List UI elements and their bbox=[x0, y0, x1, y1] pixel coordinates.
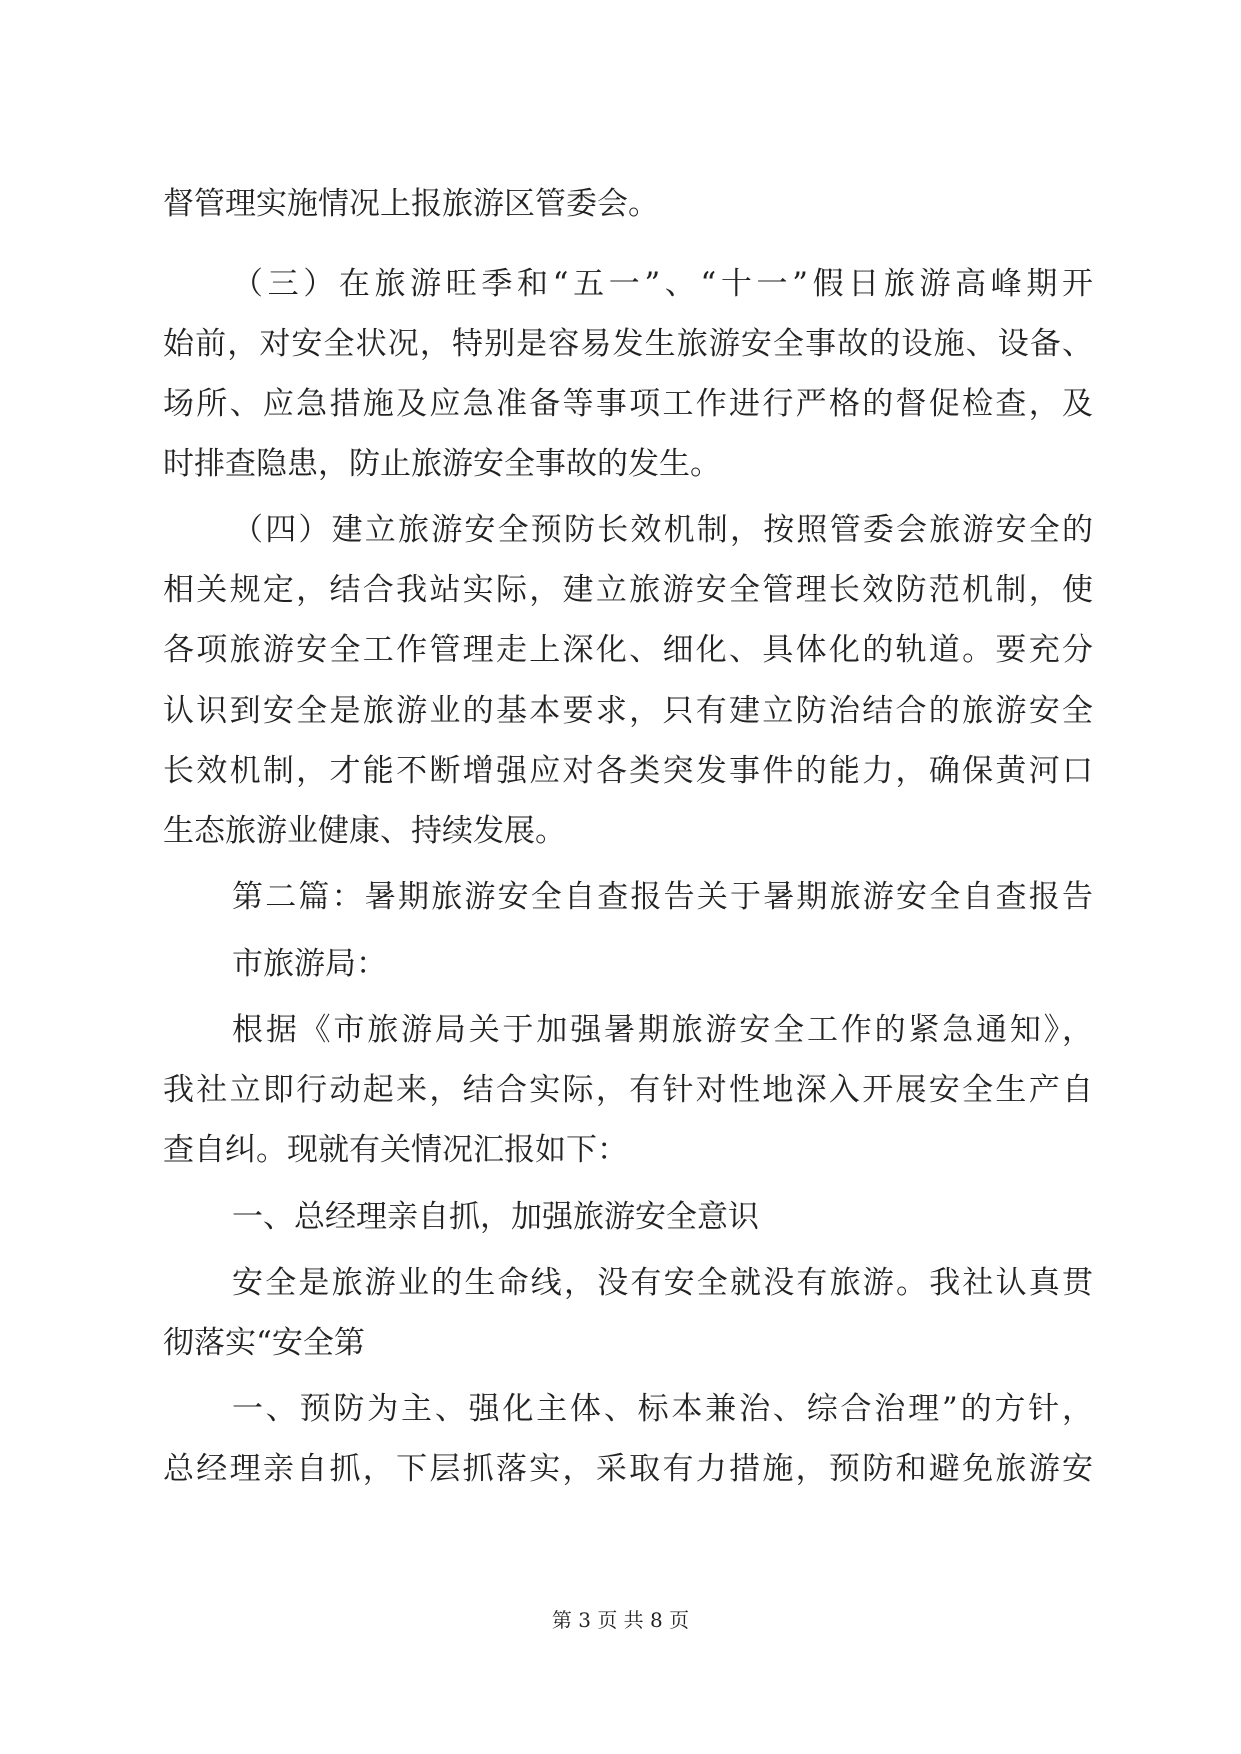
text-line: 始前，对安全状况，特别是容易发生旅游安全事故的设施、设备、 bbox=[163, 326, 1093, 362]
text-line: 生态旅游业健康、持续发展。 bbox=[163, 813, 566, 849]
text-line: 时排查隐患，防止旅游安全事故的发生。 bbox=[163, 446, 721, 482]
text-line: 各项旅游安全工作管理走上深化、细化、具体化的轨道。要充分 bbox=[163, 632, 1093, 668]
page-footer: 第 3 页 共 8 页 bbox=[551, 1608, 690, 1632]
text-line: 总经理亲自抓，下层抓落实，采取有力措施，预防和避免旅游安 bbox=[163, 1451, 1093, 1487]
text-line: 一、预防为主、强化主体、标本兼治、综合治理”的方针， bbox=[232, 1391, 1093, 1427]
text-line: 根据《市旅游局关于加强暑期旅游安全工作的紧急通知》， bbox=[232, 1012, 1093, 1048]
text-line: 第二篇：暑期旅游安全自查报告关于暑期旅游安全自查报告 bbox=[232, 879, 1093, 915]
text-line: 一、总经理亲自抓，加强旅游安全意识 bbox=[232, 1199, 759, 1235]
text-line: 彻落实“安全第 bbox=[163, 1325, 365, 1361]
text-line: （三）在旅游旺季和“五一”、“十一”假日旅游高峰期开 bbox=[232, 266, 1093, 302]
text-line: 安全是旅游业的生命线，没有安全就没有旅游。我社认真贯 bbox=[232, 1265, 1093, 1301]
text-line: 认识到安全是旅游业的基本要求，只有建立防治结合的旅游安全 bbox=[163, 693, 1093, 729]
text-line: 场所、应急措施及应急准备等事项工作进行严格的督促检查，及 bbox=[163, 386, 1093, 422]
text-line: 查自纠。现就有关情况汇报如下： bbox=[163, 1132, 628, 1168]
text-line: 相关规定，结合我站实际，建立旅游安全管理长效防范机制，使 bbox=[163, 572, 1093, 608]
text-line: 市旅游局： bbox=[232, 946, 387, 982]
text-line: 督管理实施情况上报旅游区管委会。 bbox=[163, 186, 659, 222]
text-line: 长效机制，才能不断增强应对各类突发事件的能力，确保黄河口 bbox=[163, 753, 1093, 789]
text-line: （四）建立旅游安全预防长效机制，按照管委会旅游安全的 bbox=[232, 512, 1093, 548]
text-line: 我社立即行动起来，结合实际，有针对性地深入开展安全生产自 bbox=[163, 1072, 1093, 1108]
